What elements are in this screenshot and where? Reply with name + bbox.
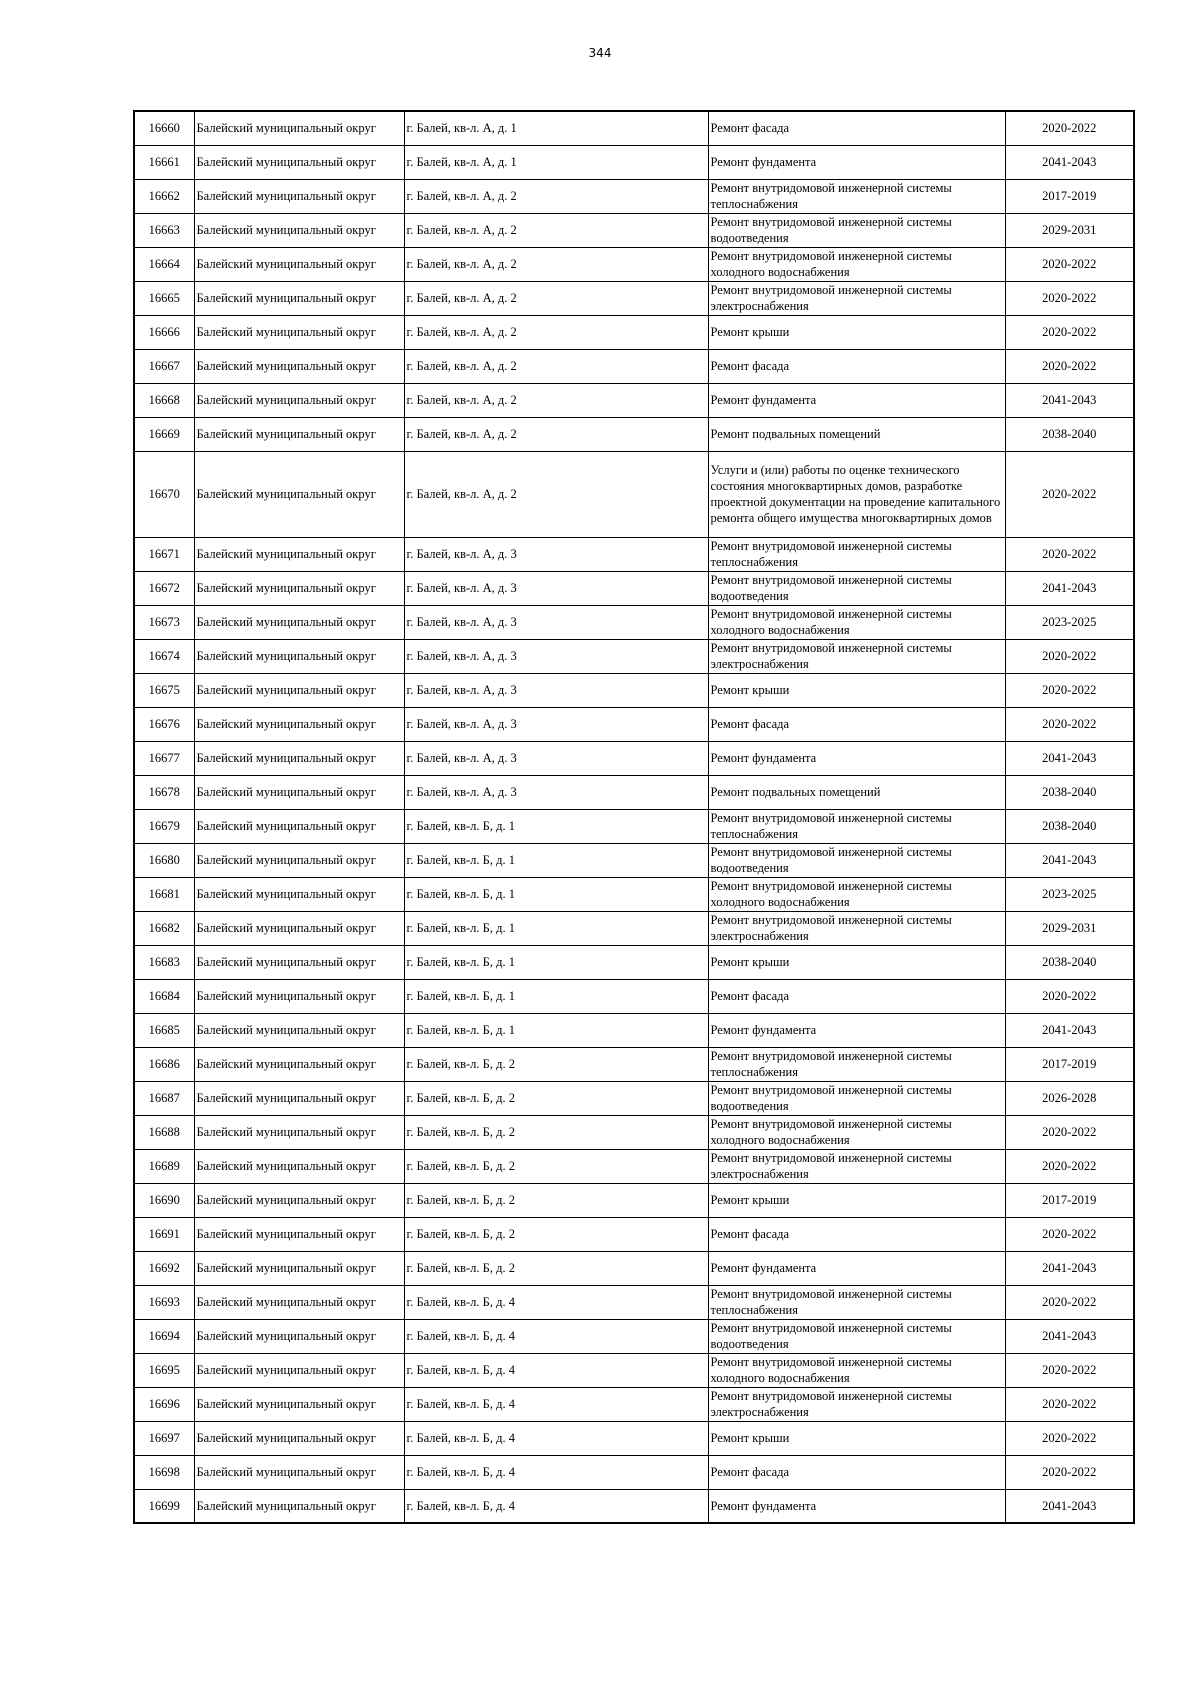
work-type-cell: Ремонт внутридомовой инженерной системы водоотведения bbox=[708, 571, 1005, 605]
table-row bbox=[134, 1217, 1134, 1251]
table-row bbox=[134, 451, 1134, 537]
municipality-cell: Балейский муниципальный округ bbox=[194, 1081, 404, 1115]
row-number-cell: 16675 bbox=[134, 673, 194, 707]
address-cell: г. Балей, кв-л. А, д. 3 bbox=[404, 605, 708, 639]
row-number-cell: 16674 bbox=[134, 639, 194, 673]
row-number-cell: 16666 bbox=[134, 315, 194, 349]
municipality-cell: Балейский муниципальный округ bbox=[194, 349, 404, 383]
table-row bbox=[134, 383, 1134, 417]
address-cell: г. Балей, кв-л. Б, д. 1 bbox=[404, 877, 708, 911]
address-cell: г. Балей, кв-л. Б, д. 2 bbox=[404, 1183, 708, 1217]
work-type-cell: Ремонт внутридомовой инженерной системы холодного водоснабжения bbox=[708, 877, 1005, 911]
table-row bbox=[134, 673, 1134, 707]
municipality-cell: Балейский муниципальный округ bbox=[194, 1115, 404, 1149]
period-cell: 2017-2019 bbox=[1005, 179, 1134, 213]
period-cell: 2020-2022 bbox=[1005, 1421, 1134, 1455]
municipality-cell: Балейский муниципальный округ bbox=[194, 1285, 404, 1319]
address-cell: г. Балей, кв-л. Б, д. 4 bbox=[404, 1319, 708, 1353]
table-row bbox=[134, 1013, 1134, 1047]
address-cell: г. Балей, кв-л. А, д. 3 bbox=[404, 673, 708, 707]
work-type-cell: Ремонт крыши bbox=[708, 315, 1005, 349]
address-cell: г. Балей, кв-л. А, д. 3 bbox=[404, 707, 708, 741]
period-cell: 2020-2022 bbox=[1005, 451, 1134, 537]
row-number-cell: 16663 bbox=[134, 213, 194, 247]
table-row bbox=[134, 1353, 1134, 1387]
row-number-cell: 16664 bbox=[134, 247, 194, 281]
table-row bbox=[134, 145, 1134, 179]
table-row bbox=[134, 1421, 1134, 1455]
period-cell: 2017-2019 bbox=[1005, 1047, 1134, 1081]
row-number-cell: 16681 bbox=[134, 877, 194, 911]
work-type-cell: Ремонт фасада bbox=[708, 707, 1005, 741]
municipality-cell: Балейский муниципальный округ bbox=[194, 1013, 404, 1047]
table-row bbox=[134, 1081, 1134, 1115]
period-cell: 2041-2043 bbox=[1005, 571, 1134, 605]
period-cell: 2020-2022 bbox=[1005, 1387, 1134, 1421]
address-cell: г. Балей, кв-л. А, д. 1 bbox=[404, 145, 708, 179]
municipality-cell: Балейский муниципальный округ bbox=[194, 1149, 404, 1183]
table-row bbox=[134, 247, 1134, 281]
row-number-cell: 16684 bbox=[134, 979, 194, 1013]
table-row bbox=[134, 349, 1134, 383]
work-type-cell: Ремонт фундамента bbox=[708, 383, 1005, 417]
period-cell: 2041-2043 bbox=[1005, 1319, 1134, 1353]
municipality-cell: Балейский муниципальный округ bbox=[194, 571, 404, 605]
table-row bbox=[134, 979, 1134, 1013]
row-number-cell: 16685 bbox=[134, 1013, 194, 1047]
address-cell: г. Балей, кв-л. А, д. 3 bbox=[404, 537, 708, 571]
row-number-cell: 16662 bbox=[134, 179, 194, 213]
work-type-cell: Ремонт внутридомовой инженерной системы холодного водоснабжения bbox=[708, 1115, 1005, 1149]
table-row bbox=[134, 707, 1134, 741]
municipality-cell: Балейский муниципальный округ bbox=[194, 1421, 404, 1455]
municipality-cell: Балейский муниципальный округ bbox=[194, 179, 404, 213]
table-row bbox=[134, 809, 1134, 843]
row-number-cell: 16697 bbox=[134, 1421, 194, 1455]
municipality-cell: Балейский муниципальный округ bbox=[194, 843, 404, 877]
address-cell: г. Балей, кв-л. А, д. 2 bbox=[404, 383, 708, 417]
period-cell: 2020-2022 bbox=[1005, 1217, 1134, 1251]
period-cell: 2038-2040 bbox=[1005, 945, 1134, 979]
work-type-cell: Ремонт внутридомовой инженерной системы водоотведения bbox=[708, 843, 1005, 877]
row-number-cell: 16677 bbox=[134, 741, 194, 775]
row-number-cell: 16683 bbox=[134, 945, 194, 979]
row-number-cell: 16694 bbox=[134, 1319, 194, 1353]
address-cell: г. Балей, кв-л. А, д. 2 bbox=[404, 179, 708, 213]
work-type-cell: Ремонт подвальных помещений bbox=[708, 775, 1005, 809]
table-row bbox=[134, 1285, 1134, 1319]
row-number-cell: 16691 bbox=[134, 1217, 194, 1251]
work-type-cell: Ремонт подвальных помещений bbox=[708, 417, 1005, 451]
table-row bbox=[134, 281, 1134, 315]
row-number-cell: 16661 bbox=[134, 145, 194, 179]
work-type-cell: Ремонт внутридомовой инженерной системы водоотведения bbox=[708, 1081, 1005, 1115]
row-number-cell: 16687 bbox=[134, 1081, 194, 1115]
address-cell: г. Балей, кв-л. Б, д. 1 bbox=[404, 979, 708, 1013]
municipality-cell: Балейский муниципальный округ bbox=[194, 145, 404, 179]
work-type-cell: Ремонт фасада bbox=[708, 1217, 1005, 1251]
period-cell: 2041-2043 bbox=[1005, 145, 1134, 179]
row-number-cell: 16670 bbox=[134, 451, 194, 537]
address-cell: г. Балей, кв-л. А, д. 2 bbox=[404, 213, 708, 247]
municipality-cell: Балейский муниципальный округ bbox=[194, 417, 404, 451]
period-cell: 2029-2031 bbox=[1005, 213, 1134, 247]
address-cell: г. Балей, кв-л. А, д. 1 bbox=[404, 111, 708, 145]
row-number-cell: 16660 bbox=[134, 111, 194, 145]
period-cell: 2020-2022 bbox=[1005, 639, 1134, 673]
address-cell: г. Балей, кв-л. А, д. 3 bbox=[404, 571, 708, 605]
municipality-cell: Балейский муниципальный округ bbox=[194, 741, 404, 775]
address-cell: г. Балей, кв-л. А, д. 3 bbox=[404, 741, 708, 775]
municipality-cell: Балейский муниципальный округ bbox=[194, 707, 404, 741]
work-type-cell: Ремонт крыши bbox=[708, 1183, 1005, 1217]
municipality-cell: Балейский муниципальный округ bbox=[194, 809, 404, 843]
work-type-cell: Ремонт фасада bbox=[708, 111, 1005, 145]
row-number-cell: 16692 bbox=[134, 1251, 194, 1285]
row-number-cell: 16693 bbox=[134, 1285, 194, 1319]
table-row bbox=[134, 639, 1134, 673]
period-cell: 2020-2022 bbox=[1005, 673, 1134, 707]
table-row bbox=[134, 1251, 1134, 1285]
municipality-cell: Балейский муниципальный округ bbox=[194, 537, 404, 571]
table-row bbox=[134, 1115, 1134, 1149]
table-row bbox=[134, 877, 1134, 911]
row-number-cell: 16679 bbox=[134, 809, 194, 843]
address-cell: г. Балей, кв-л. Б, д. 1 bbox=[404, 911, 708, 945]
repair-schedule-table bbox=[133, 110, 1135, 1524]
row-number-cell: 16668 bbox=[134, 383, 194, 417]
municipality-cell: Балейский муниципальный округ bbox=[194, 877, 404, 911]
row-number-cell: 16671 bbox=[134, 537, 194, 571]
address-cell: г. Балей, кв-л. Б, д. 4 bbox=[404, 1387, 708, 1421]
period-cell: 2026-2028 bbox=[1005, 1081, 1134, 1115]
address-cell: г. Балей, кв-л. Б, д. 1 bbox=[404, 1013, 708, 1047]
page-number: 344 bbox=[588, 46, 612, 60]
work-type-cell: Ремонт фундамента bbox=[708, 1251, 1005, 1285]
period-cell: 2020-2022 bbox=[1005, 1285, 1134, 1319]
work-type-cell: Ремонт фундамента bbox=[708, 1013, 1005, 1047]
period-cell: 2020-2022 bbox=[1005, 1353, 1134, 1387]
address-cell: г. Балей, кв-л. Б, д. 4 bbox=[404, 1285, 708, 1319]
table-row bbox=[134, 179, 1134, 213]
table-row bbox=[134, 775, 1134, 809]
municipality-cell: Балейский муниципальный округ bbox=[194, 775, 404, 809]
table-row bbox=[134, 843, 1134, 877]
work-type-cell: Ремонт внутридомовой инженерной системы теплоснабжения bbox=[708, 537, 1005, 571]
row-number-cell: 16672 bbox=[134, 571, 194, 605]
address-cell: г. Балей, кв-л. А, д. 3 bbox=[404, 775, 708, 809]
table-row bbox=[134, 537, 1134, 571]
work-type-cell: Ремонт фундамента bbox=[708, 145, 1005, 179]
work-type-cell: Ремонт внутридомовой инженерной системы теплоснабжения bbox=[708, 179, 1005, 213]
municipality-cell: Балейский муниципальный округ bbox=[194, 1251, 404, 1285]
address-cell: г. Балей, кв-л. А, д. 2 bbox=[404, 451, 708, 537]
work-type-cell: Ремонт внутридомовой инженерной системы холодного водоснабжения bbox=[708, 605, 1005, 639]
municipality-cell: Балейский муниципальный округ bbox=[194, 1353, 404, 1387]
table-row bbox=[134, 911, 1134, 945]
period-cell: 2020-2022 bbox=[1005, 537, 1134, 571]
period-cell: 2041-2043 bbox=[1005, 383, 1134, 417]
work-type-cell: Ремонт внутридомовой инженерной системы теплоснабжения bbox=[708, 809, 1005, 843]
municipality-cell: Балейский муниципальный округ bbox=[194, 945, 404, 979]
address-cell: г. Балей, кв-л. А, д. 2 bbox=[404, 281, 708, 315]
row-number-cell: 16686 bbox=[134, 1047, 194, 1081]
municipality-cell: Балейский муниципальный округ bbox=[194, 383, 404, 417]
work-type-cell: Ремонт крыши bbox=[708, 673, 1005, 707]
work-type-cell: Услуги и (или) работы по оценке технического состояния многоквартирных домов, разработке проектной документации на проведение капитального ремонта общего имущества многоквартирных домов bbox=[708, 451, 1005, 537]
table-row bbox=[134, 1149, 1134, 1183]
period-cell: 2041-2043 bbox=[1005, 1013, 1134, 1047]
address-cell: г. Балей, кв-л. А, д. 2 bbox=[404, 247, 708, 281]
work-type-cell: Ремонт фасада bbox=[708, 979, 1005, 1013]
period-cell: 2020-2022 bbox=[1005, 707, 1134, 741]
period-cell: 2020-2022 bbox=[1005, 111, 1134, 145]
address-cell: г. Балей, кв-л. Б, д. 2 bbox=[404, 1047, 708, 1081]
municipality-cell: Балейский муниципальный округ bbox=[194, 639, 404, 673]
work-type-cell: Ремонт фасада bbox=[708, 349, 1005, 383]
address-cell: г. Балей, кв-л. А, д. 3 bbox=[404, 639, 708, 673]
period-cell: 2020-2022 bbox=[1005, 349, 1134, 383]
address-cell: г. Балей, кв-л. Б, д. 1 bbox=[404, 843, 708, 877]
row-number-cell: 16696 bbox=[134, 1387, 194, 1421]
work-type-cell: Ремонт крыши bbox=[708, 1421, 1005, 1455]
period-cell: 2023-2025 bbox=[1005, 605, 1134, 639]
address-cell: г. Балей, кв-л. Б, д. 2 bbox=[404, 1081, 708, 1115]
municipality-cell: Балейский муниципальный округ bbox=[194, 605, 404, 639]
row-number-cell: 16682 bbox=[134, 911, 194, 945]
work-type-cell: Ремонт внутридомовой инженерной системы электроснабжения bbox=[708, 911, 1005, 945]
municipality-cell: Балейский муниципальный округ bbox=[194, 451, 404, 537]
work-type-cell: Ремонт внутридомовой инженерной системы электроснабжения bbox=[708, 1387, 1005, 1421]
address-cell: г. Балей, кв-л. Б, д. 1 bbox=[404, 945, 708, 979]
row-number-cell: 16690 bbox=[134, 1183, 194, 1217]
municipality-cell: Балейский муниципальный округ bbox=[194, 247, 404, 281]
municipality-cell: Балейский муниципальный округ bbox=[194, 911, 404, 945]
work-type-cell: Ремонт внутридомовой инженерной системы электроснабжения bbox=[708, 1149, 1005, 1183]
municipality-cell: Балейский муниципальный округ bbox=[194, 1047, 404, 1081]
work-type-cell: Ремонт крыши bbox=[708, 945, 1005, 979]
period-cell: 2017-2019 bbox=[1005, 1183, 1134, 1217]
row-number-cell: 16695 bbox=[134, 1353, 194, 1387]
row-number-cell: 16680 bbox=[134, 843, 194, 877]
table-row bbox=[134, 213, 1134, 247]
table-body bbox=[134, 111, 1134, 1523]
period-cell: 2020-2022 bbox=[1005, 1149, 1134, 1183]
table-row bbox=[134, 111, 1134, 145]
work-type-cell: Ремонт внутридомовой инженерной системы холодного водоснабжения bbox=[708, 1353, 1005, 1387]
address-cell: г. Балей, кв-л. Б, д. 4 bbox=[404, 1489, 708, 1523]
municipality-cell: Балейский муниципальный округ bbox=[194, 1387, 404, 1421]
address-cell: г. Балей, кв-л. Б, д. 1 bbox=[404, 809, 708, 843]
work-type-cell: Ремонт внутридомовой инженерной системы холодного водоснабжения bbox=[708, 247, 1005, 281]
work-type-cell: Ремонт фундамента bbox=[708, 1489, 1005, 1523]
row-number-cell: 16699 bbox=[134, 1489, 194, 1523]
period-cell: 2038-2040 bbox=[1005, 775, 1134, 809]
municipality-cell: Балейский муниципальный округ bbox=[194, 673, 404, 707]
address-cell: г. Балей, кв-л. Б, д. 2 bbox=[404, 1217, 708, 1251]
row-number-cell: 16698 bbox=[134, 1455, 194, 1489]
municipality-cell: Балейский муниципальный округ bbox=[194, 979, 404, 1013]
period-cell: 2020-2022 bbox=[1005, 281, 1134, 315]
municipality-cell: Балейский муниципальный округ bbox=[194, 1489, 404, 1523]
row-number-cell: 16673 bbox=[134, 605, 194, 639]
period-cell: 2020-2022 bbox=[1005, 979, 1134, 1013]
table-row bbox=[134, 1183, 1134, 1217]
period-cell: 2020-2022 bbox=[1005, 315, 1134, 349]
table-row bbox=[134, 1047, 1134, 1081]
row-number-cell: 16669 bbox=[134, 417, 194, 451]
address-cell: г. Балей, кв-л. А, д. 2 bbox=[404, 349, 708, 383]
address-cell: г. Балей, кв-л. Б, д. 4 bbox=[404, 1353, 708, 1387]
table-row bbox=[134, 945, 1134, 979]
row-number-cell: 16676 bbox=[134, 707, 194, 741]
period-cell: 2023-2025 bbox=[1005, 877, 1134, 911]
work-type-cell: Ремонт внутридомовой инженерной системы теплоснабжения bbox=[708, 1047, 1005, 1081]
period-cell: 2041-2043 bbox=[1005, 843, 1134, 877]
period-cell: 2038-2040 bbox=[1005, 809, 1134, 843]
period-cell: 2041-2043 bbox=[1005, 1489, 1134, 1523]
municipality-cell: Балейский муниципальный округ bbox=[194, 1319, 404, 1353]
work-type-cell: Ремонт фундамента bbox=[708, 741, 1005, 775]
row-number-cell: 16667 bbox=[134, 349, 194, 383]
table-row bbox=[134, 1319, 1134, 1353]
table-row bbox=[134, 1455, 1134, 1489]
table-row bbox=[134, 571, 1134, 605]
table-row bbox=[134, 741, 1134, 775]
municipality-cell: Балейский муниципальный округ bbox=[194, 1183, 404, 1217]
period-cell: 2038-2040 bbox=[1005, 417, 1134, 451]
municipality-cell: Балейский муниципальный округ bbox=[194, 1217, 404, 1251]
municipality-cell: Балейский муниципальный округ bbox=[194, 213, 404, 247]
table-row bbox=[134, 1489, 1134, 1523]
address-cell: г. Балей, кв-л. Б, д. 2 bbox=[404, 1251, 708, 1285]
period-cell: 2041-2043 bbox=[1005, 1251, 1134, 1285]
work-type-cell: Ремонт внутридомовой инженерной системы электроснабжения bbox=[708, 639, 1005, 673]
work-type-cell: Ремонт внутридомовой инженерной системы водоотведения bbox=[708, 213, 1005, 247]
table-row bbox=[134, 315, 1134, 349]
address-cell: г. Балей, кв-л. Б, д. 4 bbox=[404, 1455, 708, 1489]
municipality-cell: Балейский муниципальный округ bbox=[194, 1455, 404, 1489]
address-cell: г. Балей, кв-л. Б, д. 2 bbox=[404, 1115, 708, 1149]
municipality-cell: Балейский муниципальный округ bbox=[194, 315, 404, 349]
row-number-cell: 16688 bbox=[134, 1115, 194, 1149]
row-number-cell: 16678 bbox=[134, 775, 194, 809]
work-type-cell: Ремонт внутридомовой инженерной системы водоотведения bbox=[708, 1319, 1005, 1353]
period-cell: 2029-2031 bbox=[1005, 911, 1134, 945]
address-cell: г. Балей, кв-л. Б, д. 4 bbox=[404, 1421, 708, 1455]
address-cell: г. Балей, кв-л. А, д. 2 bbox=[404, 315, 708, 349]
table-row bbox=[134, 1387, 1134, 1421]
municipality-cell: Балейский муниципальный округ bbox=[194, 281, 404, 315]
table-row bbox=[134, 417, 1134, 451]
work-type-cell: Ремонт внутридомовой инженерной системы электроснабжения bbox=[708, 281, 1005, 315]
period-cell: 2020-2022 bbox=[1005, 1115, 1134, 1149]
period-cell: 2020-2022 bbox=[1005, 1455, 1134, 1489]
period-cell: 2020-2022 bbox=[1005, 247, 1134, 281]
municipality-cell: Балейский муниципальный округ bbox=[194, 111, 404, 145]
period-cell: 2041-2043 bbox=[1005, 741, 1134, 775]
table-row bbox=[134, 605, 1134, 639]
address-cell: г. Балей, кв-л. Б, д. 2 bbox=[404, 1149, 708, 1183]
work-type-cell: Ремонт фасада bbox=[708, 1455, 1005, 1489]
row-number-cell: 16689 bbox=[134, 1149, 194, 1183]
work-type-cell: Ремонт внутридомовой инженерной системы теплоснабжения bbox=[708, 1285, 1005, 1319]
row-number-cell: 16665 bbox=[134, 281, 194, 315]
address-cell: г. Балей, кв-л. А, д. 2 bbox=[404, 417, 708, 451]
